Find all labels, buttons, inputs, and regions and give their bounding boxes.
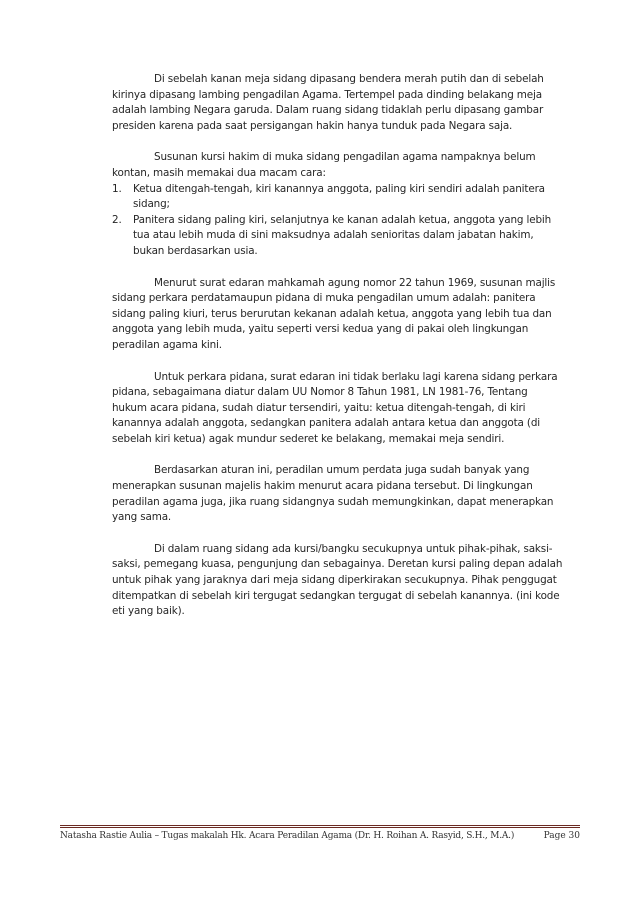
list-item-text: Panitera sidang paling kiri, selanjutnya ke kanan adalah ketua, anggota yang lebih tua atau lebih muda di sini maksudnya adalah senioritas dalam jabatan hakim, bukan berdasarkan usia. [133,213,552,257]
paragraph-criminal-cases: Untuk perkara pidana, surat edaran ini tidak berlaku lagi karena sidang perkara pidana, sebagaimana diatur dalam UU Nomor 8 Tahun 1981, LN 1981-76, Tentang hukum acara pidana, sudah diatur tersendiri, yaitu: ketua ditengah-tengah, di kiri kanannya adalah anggota, sedangkan panitera adalah antara ketua dan anggota (di sebelah kiri ketua) agak mundur sederet ke belakang, memakai meja sendiri. [112,370,558,445]
list-item [112,213,564,260]
page-number: Page 30 [543,831,580,841]
paragraph-courtroom-seats: Di dalam ruang sidang ada kursi/bangku secukupnya untuk pihak-pihak, saksi-saksi, pemegang kuasa, pengunjung dan sebagainya. Deretan kursi paling depan adalah untuk pihak yang jaraknya dari meja sidang diperkirakan secukupnya. Pihak penggugat ditempatkan di sebelah kiri tergugat sedangkan tergugat di sebelah kanannya. (ini kode eti yang baik). [112,542,563,618]
list-item [112,182,564,213]
seating-arrangement-list [112,182,564,260]
paragraph-seating-intro: Susunan kursi hakim di muka sidang pengadilan agama nampaknya belum kontan, masih memakai dua macam cara: [112,151,536,179]
list-item-number: 1. [112,182,122,195]
paragraph-supreme-court-circular: Menurut surat edaran mahkamah agung nomor 22 tahun 1969, susunan majlis sidang perkara perdatamaupun pidana di muka pengadilan umum adalah: panitera sidang paling kiuri, terus berurutan kekanan adalah ketua, anggota yang lebih tua dan anggota yang lebih muda, yaitu seperti versi kedua yang di pakai oleh lingkungan peradilan agama kini. [112,276,556,351]
list-item-text: Ketua ditengah-tengah, kiri kanannya anggota, paling kiri sendiri adalah panitera sidang; [133,182,545,211]
document-body [112,72,564,636]
footer-author-course: Natasha Rastie Aulia – Tugas makalah Hk. Acara Peradilan Agama (Dr. H. Roihan A. Rasyid, S.H., M.A.) [60,831,515,841]
paragraph-flag-placement: Di sebelah kanan meja sidang dipasang bendera merah putih dan di sebelah kirinya dipasang lambing pengadilan Agama. Tertempel pada dinding belakang meja adalah lambing Negara garuda. Dalam ruang sidang tidaklah perlu dipasang gambar presiden karena pada saat persigangan hakin hanya tunduk pada Negara saja. [112,73,544,132]
paragraph-general-courts: Berdasarkan aturan ini, peradilan umum perdata juga sudah banyak yang menerapkan susunan majelis hakim menurut acara pidana tersebut. Di lingkungan peradilan agama juga, jika ruang sidangnya sudah memungkinkan, dapat menerapkan yang sama. [112,464,554,524]
page-footer [60,825,580,841]
list-item-number: 2. [112,213,122,226]
